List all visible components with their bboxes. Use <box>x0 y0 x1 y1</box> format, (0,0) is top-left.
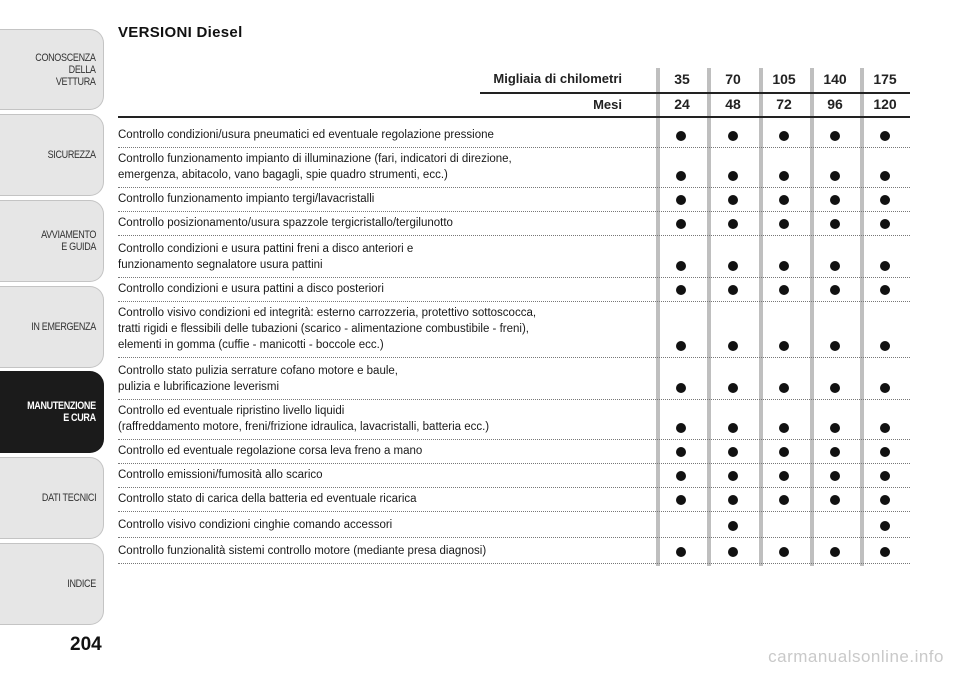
scheduled-dot-icon <box>880 131 890 141</box>
scheduled-dot-icon <box>676 195 686 205</box>
table-row <box>118 278 910 302</box>
scheduled-dot-icon <box>676 471 686 481</box>
scheduled-dot-icon <box>880 521 890 531</box>
sidebar-tab-sicurezza[interactable] <box>0 114 104 196</box>
scheduled-dot-icon <box>676 495 686 505</box>
scheduled-dot-icon <box>830 261 840 271</box>
row-description: Controllo stato pulizia serrature cofano motore e baule, pulizia e lubrificazione leverismi <box>118 365 398 393</box>
scheduled-dot-icon <box>779 219 789 229</box>
sidebar-tab-conoscenza[interactable] <box>0 29 104 110</box>
scheduled-dot-icon <box>779 195 789 205</box>
scheduled-dot-icon <box>728 131 738 141</box>
scheduled-dot-icon <box>830 171 840 181</box>
row-description: Controllo stato di carica della batteria ed eventuale ricarica <box>118 493 417 505</box>
table-row <box>118 400 910 440</box>
km-header-rule <box>480 92 910 94</box>
row-description: Controllo funzionamento impianto tergi/lavacristalli <box>118 193 375 205</box>
scheduled-dot-icon <box>676 341 686 351</box>
sidebar-tab-label: MANUTENZIONE E CURA <box>27 400 96 424</box>
scheduled-dot-icon <box>728 171 738 181</box>
scheduled-dot-icon <box>728 495 738 505</box>
row-description: Controllo condizioni e usura pattini freni a disco anteriori e funzionamento segnalatore usura pattini <box>118 243 414 271</box>
table-row <box>118 512 910 538</box>
months-value: 72 <box>776 96 792 112</box>
scheduled-dot-icon <box>830 495 840 505</box>
table-row <box>118 236 910 278</box>
table-row <box>118 302 910 358</box>
scheduled-dot-icon <box>830 195 840 205</box>
page-number: 204 <box>70 634 102 655</box>
table-row <box>118 358 910 400</box>
row-description: Controllo posizionamento/usura spazzole tergicristallo/tergilunotto <box>118 217 453 229</box>
table-row <box>118 488 910 512</box>
scheduled-dot-icon <box>676 261 686 271</box>
sidebar-tab-manutenzione[interactable] <box>0 371 104 453</box>
table-row <box>118 464 910 488</box>
sidebar-tab-label: DATI TECNICI <box>41 492 96 504</box>
km-value: 105 <box>772 71 796 87</box>
scheduled-dot-icon <box>779 547 789 557</box>
scheduled-dot-icon <box>779 471 789 481</box>
scheduled-dot-icon <box>676 285 686 295</box>
scheduled-dot-icon <box>676 131 686 141</box>
scheduled-dot-icon <box>728 341 738 351</box>
table-row <box>118 212 910 236</box>
table-row <box>118 440 910 464</box>
scheduled-dot-icon <box>728 285 738 295</box>
scheduled-dot-icon <box>779 131 789 141</box>
scheduled-dot-icon <box>728 383 738 393</box>
scheduled-dot-icon <box>728 521 738 531</box>
scheduled-dot-icon <box>676 547 686 557</box>
section-title: VERSIONI Diesel <box>118 24 243 41</box>
sidebar-tab-dati-tecnici[interactable] <box>0 457 104 539</box>
scheduled-dot-icon <box>880 495 890 505</box>
scheduled-dot-icon <box>880 447 890 457</box>
sidebar-tab-label: IN EMERGENZA <box>31 321 96 333</box>
scheduled-dot-icon <box>728 547 738 557</box>
sidebar-tab-label: SICUREZZA <box>47 149 96 161</box>
scheduled-dot-icon <box>830 547 840 557</box>
scheduled-dot-icon <box>779 341 789 351</box>
scheduled-dot-icon <box>676 447 686 457</box>
row-description: Controllo funzionamento impianto di illuminazione (fari, indicatori di direzione, emergenza, abitacolo, vano bagagli, spie quadro strumenti, ecc.) <box>118 153 512 181</box>
scheduled-dot-icon <box>880 471 890 481</box>
scheduled-dot-icon <box>728 261 738 271</box>
table-row <box>118 188 910 212</box>
scheduled-dot-icon <box>830 341 840 351</box>
scheduled-dot-icon <box>830 219 840 229</box>
row-description: Controllo visivo condizioni ed integrità: esterno carrozzeria, protettivo sottoscocca, tratti rigidi e flessibili delle tubazioni (scarico - alimentazione combustibile - freni), elementi in gomma (cuffie - manicotti - boccole ecc.) <box>118 307 537 351</box>
km-value: 175 <box>873 71 897 87</box>
sidebar-tab-avviamento[interactable] <box>0 200 104 282</box>
row-description: Controllo condizioni e usura pattini a disco posteriori <box>118 283 384 295</box>
scheduled-dot-icon <box>728 447 738 457</box>
sidebar-tab-label: CONOSCENZA DELLA VETTURA <box>35 51 96 88</box>
scheduled-dot-icon <box>880 383 890 393</box>
row-description: Controllo visivo condizioni cinghie comando accessori <box>118 519 393 531</box>
months-header-label: Mesi <box>593 97 622 112</box>
row-description: Controllo emissioni/fumosità allo scarico <box>118 469 323 481</box>
scheduled-dot-icon <box>676 423 686 433</box>
watermark: carmanualsonline.info <box>768 647 944 666</box>
scheduled-dot-icon <box>880 285 890 295</box>
scheduled-dot-icon <box>779 383 789 393</box>
scheduled-dot-icon <box>779 285 789 295</box>
km-header-label: Migliaia di chilometri <box>493 71 622 86</box>
scheduled-dot-icon <box>728 195 738 205</box>
scheduled-dot-icon <box>880 423 890 433</box>
km-value: 35 <box>674 71 690 87</box>
row-description: Controllo ed eventuale ripristino livello liquidi (raffreddamento motore, freni/frizione idraulica, lavacristalli, batteria ecc.) <box>118 405 490 433</box>
scheduled-dot-icon <box>880 341 890 351</box>
scheduled-dot-icon <box>728 471 738 481</box>
scheduled-dot-icon <box>779 423 789 433</box>
row-description: Controllo condizioni/usura pneumatici ed eventuale regolazione pressione <box>118 129 494 141</box>
months-value: 96 <box>827 96 843 112</box>
sidebar-tab-emergenza[interactable] <box>0 286 104 368</box>
scheduled-dot-icon <box>779 495 789 505</box>
scheduled-dot-icon <box>880 547 890 557</box>
scheduled-dot-icon <box>779 261 789 271</box>
sidebar-tab-label: INDICE <box>67 578 96 590</box>
scheduled-dot-icon <box>676 219 686 229</box>
scheduled-dot-icon <box>830 423 840 433</box>
scheduled-dot-icon <box>830 285 840 295</box>
table-row <box>118 538 910 564</box>
scheduled-dot-icon <box>728 219 738 229</box>
scheduled-dot-icon <box>676 171 686 181</box>
km-value: 140 <box>823 71 847 87</box>
scheduled-dot-icon <box>676 383 686 393</box>
table-row <box>118 148 910 188</box>
km-value: 70 <box>725 71 741 87</box>
scheduled-dot-icon <box>880 261 890 271</box>
scheduled-dot-icon <box>830 131 840 141</box>
row-description: Controllo funzionalità sistemi controllo motore (mediante presa diagnosi) <box>118 545 487 557</box>
months-value: 120 <box>873 96 897 112</box>
table-row <box>118 118 910 148</box>
scheduled-dot-icon <box>830 383 840 393</box>
scheduled-dot-icon <box>728 423 738 433</box>
scheduled-dot-icon <box>830 447 840 457</box>
sidebar-tab-label: AVVIAMENTO E GUIDA <box>40 229 96 253</box>
sidebar-tab-indice[interactable] <box>0 543 104 625</box>
scheduled-dot-icon <box>880 171 890 181</box>
scheduled-dot-icon <box>880 195 890 205</box>
scheduled-dot-icon <box>779 171 789 181</box>
months-value: 48 <box>725 96 741 112</box>
scheduled-dot-icon <box>830 471 840 481</box>
row-description: Controllo ed eventuale regolazione corsa leva freno a mano <box>118 445 423 457</box>
scheduled-dot-icon <box>880 219 890 229</box>
scheduled-dot-icon <box>779 447 789 457</box>
months-value: 24 <box>674 96 690 112</box>
